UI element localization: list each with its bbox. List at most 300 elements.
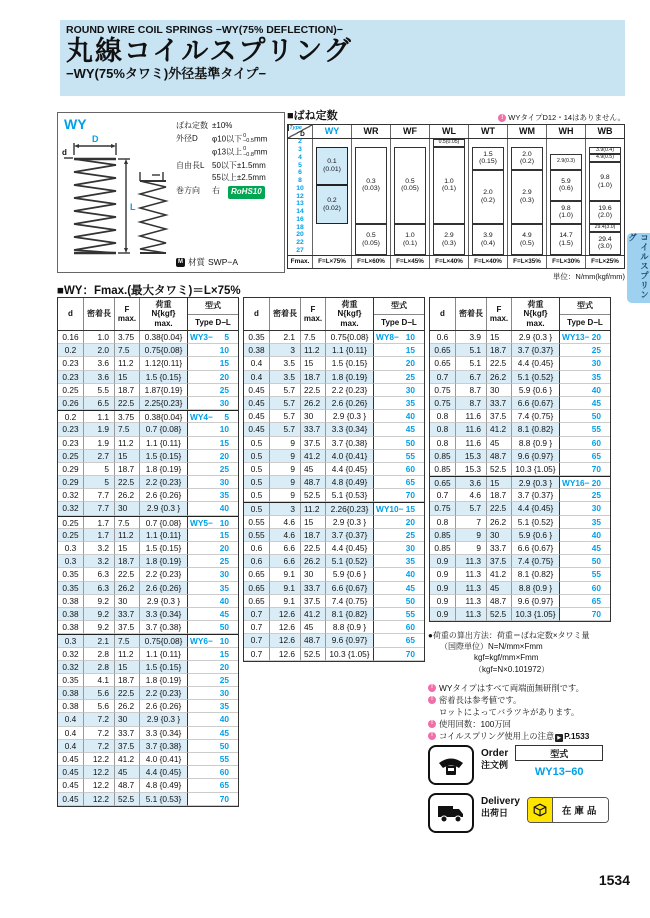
rate-chart-grid xyxy=(287,124,625,269)
model-number-cell: 65 xyxy=(559,450,610,463)
table-row xyxy=(58,397,238,410)
table-cell: 2.25{0.23} xyxy=(139,397,187,410)
table-cell: 22.5 xyxy=(114,687,139,700)
spring-rate-box: 2.9 (0.3) xyxy=(433,224,465,255)
table-cell: 7.4 {0.75} xyxy=(325,595,373,608)
chart-d-value: 14 xyxy=(296,208,304,216)
table-cell: 22.5 xyxy=(486,357,511,370)
spring-rate-box: 0.5 (0.05) xyxy=(355,224,387,255)
table-cell: 0.2 xyxy=(58,344,83,357)
table-row xyxy=(58,344,238,357)
order-model xyxy=(515,745,603,778)
spec-value: ±10% xyxy=(212,121,233,130)
model-number-cell: 30 xyxy=(373,384,424,397)
table-cell: 0.75 xyxy=(430,384,455,397)
table-cell: 30 xyxy=(486,529,511,542)
table-row xyxy=(58,450,238,463)
table-row xyxy=(58,555,238,568)
table-cell: 5.9 {0.6 } xyxy=(511,384,559,397)
table-cell: 30 xyxy=(114,595,139,608)
table-row xyxy=(430,423,610,436)
chart-column-WB xyxy=(585,139,624,255)
table-cell: 5.9 {0.6 } xyxy=(511,529,559,542)
table-cell: 1.1 {0.11} xyxy=(325,344,373,357)
table-cell: 37.5 xyxy=(300,595,325,608)
table-row xyxy=(58,661,238,674)
table-cell: 2.9 {0.3 } xyxy=(139,595,187,608)
table-cell: 0.85 xyxy=(430,529,455,542)
model-number-cell: 30 xyxy=(559,357,610,370)
table-cell: 9 xyxy=(455,529,486,542)
table-cell: 0.8 xyxy=(430,423,455,436)
spec-label: 自由長L xyxy=(176,160,205,170)
column-header: 密着長 xyxy=(269,298,300,330)
table-row xyxy=(244,648,424,661)
table-cell: 11.6 xyxy=(455,410,486,423)
table-row xyxy=(430,463,610,476)
table-cell: 0.9 xyxy=(430,595,455,608)
table-cell: 1.9 xyxy=(83,423,114,436)
table-cell: 0.9 xyxy=(430,608,455,621)
model-number-cell: 70 xyxy=(187,793,238,806)
table-cell: 1.87{0.19} xyxy=(139,384,187,397)
table-cell: 2.2 {0.23} xyxy=(325,384,373,397)
table-cell: 33.7 xyxy=(114,608,139,621)
chart-column-WT xyxy=(468,139,507,255)
table-row xyxy=(58,331,238,344)
table-row xyxy=(244,568,424,581)
table-row xyxy=(244,476,424,489)
spring-rate-box: 14.7 (1.5) xyxy=(550,224,582,255)
table-cell: 0.32 xyxy=(58,648,83,661)
column-header: F max. xyxy=(114,298,139,330)
table-cell: 15.3 xyxy=(455,463,486,476)
table-cell: 22.5 xyxy=(486,502,511,515)
table-header-row xyxy=(58,298,238,331)
table-row xyxy=(58,371,238,384)
table-cell: 4.4 {0.45} xyxy=(139,766,187,779)
table-cell: 11.2 xyxy=(114,648,139,661)
table-cell: 0.7 {0.08} xyxy=(139,517,187,529)
table-cell: 6.5 xyxy=(83,397,114,410)
table-cell: 1.5 {0.15} xyxy=(139,661,187,674)
table-cell: 45 xyxy=(486,437,511,450)
table-cell: 3.7 {0.37} xyxy=(325,529,373,542)
table-cell: 0.4 xyxy=(244,357,269,370)
table-cell: 41.2 xyxy=(300,450,325,463)
table-row xyxy=(430,397,610,410)
table-cell: 0.45 xyxy=(58,793,83,806)
table-row xyxy=(430,568,610,581)
spec-table xyxy=(429,297,611,622)
model-number-cell: 60 xyxy=(373,463,424,476)
table-cell: 10.3 {1.05} xyxy=(325,648,373,661)
table-cell: 3.7 {0.37} xyxy=(511,489,559,502)
model-number-cell: 55 xyxy=(187,753,238,766)
table-cell: 0.16 xyxy=(58,331,83,344)
model-number-cell: 20 xyxy=(373,357,424,370)
spring-specs xyxy=(176,121,284,201)
model-number-cell: 20 xyxy=(187,371,238,384)
table-cell: 5 xyxy=(83,463,114,476)
column-header: d xyxy=(254,309,259,319)
table-cell: 15 xyxy=(300,516,325,529)
chart-d-value: 27 xyxy=(296,246,304,254)
table-cell: 2.9 {0.3 } xyxy=(325,516,373,529)
model-number-cell: 35 xyxy=(559,516,610,529)
table-cell: 0.38{0.04} xyxy=(139,331,187,344)
table-cell: 3.6 xyxy=(455,477,486,489)
column-header: 密着長 xyxy=(455,298,486,330)
table-row xyxy=(58,582,238,595)
model-number-cell: 65 xyxy=(559,595,610,608)
model-number-cell: 60 xyxy=(559,582,610,595)
model-number-cell: 40 xyxy=(559,384,610,397)
model-number-cell: 30 xyxy=(373,542,424,555)
table-cell: 3.75 xyxy=(114,331,139,344)
table-cell: 11.3 xyxy=(455,555,486,568)
table-cell: 0.7 xyxy=(244,634,269,647)
table-row xyxy=(58,595,238,608)
table-cell: 9 xyxy=(269,437,300,450)
table-cell: 37.5 xyxy=(486,555,511,568)
spring-rate-box: 0.5(0.05) xyxy=(433,139,465,147)
table-cell: 4.4 {0.45} xyxy=(325,542,373,555)
material-label: 材質 xyxy=(188,257,206,267)
table-cell: 2.1 xyxy=(269,331,300,344)
table-cell: 0.4 xyxy=(244,371,269,384)
table-cell: 33.7 xyxy=(300,423,325,436)
table-cell: 22.5 xyxy=(300,542,325,555)
spec-table xyxy=(243,297,425,662)
model-number-cell: 70 xyxy=(373,648,424,661)
model-number-cell: 15 xyxy=(187,437,238,450)
table-cell: 0.5 xyxy=(244,463,269,476)
table-cell: 0.23 xyxy=(58,371,83,384)
table-cell: 4.8 {0.49} xyxy=(325,476,373,489)
model-number-cell: 55 xyxy=(559,423,610,436)
table-cell: 5.7 xyxy=(269,397,300,410)
table-cell: 3 xyxy=(269,503,300,515)
table-row xyxy=(58,463,238,476)
table-cell: 5.1 {0.53} xyxy=(325,489,373,502)
spring-rate-box: 0.2 (0.02) xyxy=(316,185,348,224)
model-number-cell: 35 xyxy=(373,555,424,568)
table-cell: 2.2 {0.23} xyxy=(139,568,187,581)
table-cell: 1.7 xyxy=(83,529,114,542)
table-cell: 0.6 xyxy=(244,542,269,555)
table-cell: 4.1 xyxy=(83,674,114,687)
model-number-cell: 20 xyxy=(373,516,424,529)
table-cell: 0.5 xyxy=(244,503,269,515)
table-cell: 0.75 xyxy=(430,502,455,515)
table-cell: 15 xyxy=(486,331,511,344)
fmax-formula: F=L×25% xyxy=(585,256,624,268)
table-cell: 0.35 xyxy=(58,674,83,687)
table-cell: 3 xyxy=(269,344,300,357)
table-cell: 52.5 xyxy=(486,463,511,476)
table-row xyxy=(58,608,238,621)
table-cell: 0.5 xyxy=(244,450,269,463)
table-cell: 0.3 xyxy=(58,542,83,555)
model-number-cell: 30 xyxy=(187,687,238,700)
delivery-info xyxy=(428,793,609,833)
table-row xyxy=(58,437,238,450)
table-cell: 6.6 xyxy=(269,555,300,568)
table-cell: 5.1 {0.53} xyxy=(139,793,187,806)
table-row xyxy=(244,621,424,634)
table-row xyxy=(58,489,238,502)
table-cell: 0.23 xyxy=(58,423,83,436)
table-cell: 0.29 xyxy=(58,476,83,489)
model-number-cell: 35 xyxy=(559,371,610,384)
table-cell: 5.5 xyxy=(83,384,114,397)
table-cell: 5.1 {0.52} xyxy=(511,516,559,529)
table-cell: 9 xyxy=(455,542,486,555)
table-cell: 9 xyxy=(269,450,300,463)
table-cell: 0.3 xyxy=(58,635,83,647)
table-cell: 0.7 xyxy=(430,489,455,502)
table-cell: 18.7 xyxy=(486,489,511,502)
table-cell: 0.38 xyxy=(58,595,83,608)
notes-block xyxy=(428,630,628,742)
table-cell: 0.45 xyxy=(244,384,269,397)
page-title: 丸線コイルスプリング xyxy=(66,35,353,66)
table-cell: 5.7 xyxy=(455,502,486,515)
table-cell: 1.5 {0.15} xyxy=(139,371,187,384)
table-cell: 1.1 {0.11} xyxy=(139,529,187,542)
table-cell: 45 xyxy=(300,621,325,634)
table-cell: 5.7 xyxy=(269,410,300,423)
table-row xyxy=(430,331,610,344)
table-cell: 1.8 {0.19} xyxy=(139,463,187,476)
table-cell: 3.5 xyxy=(269,371,300,384)
table-cell: 4.8 {0.49} xyxy=(139,779,187,792)
table-row xyxy=(430,489,610,502)
table-row xyxy=(58,687,238,700)
table-cell: 2.9 {0.3 } xyxy=(325,410,373,423)
chart-d-value: 20 xyxy=(296,231,304,239)
table-cell: 4.0 {0.41} xyxy=(325,450,373,463)
spring-rate-box: 0.1 (0.01) xyxy=(316,147,348,186)
table-row xyxy=(244,331,424,344)
table-cell: 2.6 {0.26} xyxy=(139,582,187,595)
spring-rate-box: 29.4 (3.0) xyxy=(589,232,621,255)
spring-diagram-panel xyxy=(57,112,285,273)
material-value: SWP−A xyxy=(208,257,239,267)
table-cell: 30 xyxy=(486,384,511,397)
table-cell: 12.6 xyxy=(269,634,300,647)
model-number-cell: 15 xyxy=(187,648,238,661)
table-row xyxy=(244,357,424,370)
note-icon: ! xyxy=(428,720,436,728)
table-row xyxy=(430,516,610,529)
table-row xyxy=(244,634,424,647)
table-cell: 0.8 xyxy=(430,516,455,529)
model-number-cell: 15 xyxy=(187,357,238,370)
table-row xyxy=(430,384,610,397)
table-cell: 1.5 {0.15} xyxy=(139,542,187,555)
table-cell: 11.3 xyxy=(455,568,486,581)
page-subtitle: −WY(75%タワミ)外径基準タイプ− xyxy=(66,66,267,82)
table-cell: 33.7 xyxy=(486,542,511,555)
table-cell: 6.6 xyxy=(269,542,300,555)
spring-rate-box: 4.9(0.5) xyxy=(589,154,621,162)
model-number-cell: 25 xyxy=(373,371,424,384)
model-number-cell: WY6− 10 xyxy=(187,635,238,647)
table-row xyxy=(244,371,424,384)
table-cell: 26.2 xyxy=(114,489,139,502)
table-cell: 30 xyxy=(114,713,139,726)
table-cell: 26.2 xyxy=(300,397,325,410)
table-row xyxy=(58,766,238,779)
table-cell: 12.6 xyxy=(269,608,300,621)
note-item: ! 密着長は参考値です。 xyxy=(428,694,628,706)
table-row xyxy=(58,700,238,713)
side-tab-coil-springs[interactable]: コイルスプリング xyxy=(627,233,650,303)
dim-wire-label: d xyxy=(62,148,67,157)
model-number-cell: 20 xyxy=(187,661,238,674)
table-cell: 30 xyxy=(114,502,139,515)
table-cell: 0.38 xyxy=(244,344,269,357)
spring-rate-box: 29.4(3.0) xyxy=(589,224,621,232)
table-cell: 5 xyxy=(83,476,114,489)
chart-d-value: 3 xyxy=(298,146,302,154)
table-cell: 11.2 xyxy=(300,503,325,515)
column-header: 密着長 xyxy=(83,298,114,330)
table-cell: 0.25 xyxy=(58,450,83,463)
model-number-cell: 40 xyxy=(373,568,424,581)
table-cell: 3.3 {0.34} xyxy=(139,727,187,740)
table-cell: 26.2 xyxy=(486,516,511,529)
table-cell: 12.2 xyxy=(83,779,114,792)
table-cell: 8.1 {0.82} xyxy=(511,423,559,436)
model-number-cell: 70 xyxy=(373,489,424,502)
model-number-cell: 55 xyxy=(559,568,610,581)
order-phone-icon xyxy=(428,745,474,785)
table-cell: 0.3 xyxy=(58,555,83,568)
table-cell: 0.7 xyxy=(244,621,269,634)
table-row xyxy=(58,568,238,581)
table-cell: 11.2 xyxy=(114,357,139,370)
stock-cube-icon xyxy=(528,798,553,822)
table-cell: 5.9 {0.6 } xyxy=(325,568,373,581)
fmax-label: Fmax. xyxy=(290,258,310,265)
table-cell: 7.2 xyxy=(83,713,114,726)
table-cell: 5.6 xyxy=(83,687,114,700)
table-cell: 0.65 xyxy=(430,477,455,489)
table-cell: 3.3 {0.34} xyxy=(139,608,187,621)
table-cell: 45 xyxy=(114,766,139,779)
table-cell: 0.45 xyxy=(58,779,83,792)
model-number-cell: 45 xyxy=(373,582,424,595)
model-number-cell: 50 xyxy=(559,410,610,423)
table-cell: 7 xyxy=(455,516,486,529)
table-cell: 0.45 xyxy=(244,423,269,436)
table-cell: 4.6 xyxy=(269,516,300,529)
table-cell: 11.6 xyxy=(455,437,486,450)
rate-chart-title: ■ばね定数 xyxy=(287,110,338,122)
model-number-cell: 25 xyxy=(187,555,238,568)
chart-column-header: WF xyxy=(390,125,429,138)
table-cell: 15.3 xyxy=(455,450,486,463)
table-row xyxy=(58,476,238,489)
table-cell: 7.5 xyxy=(114,517,139,529)
table-cell: 9.1 xyxy=(269,595,300,608)
order-example-number: WY13−60 xyxy=(534,766,584,778)
table-cell: 37.5 xyxy=(486,410,511,423)
spec-label: 外径D xyxy=(176,133,198,143)
table-cell: 18.7 xyxy=(114,555,139,568)
table-cell: 0.65 xyxy=(244,595,269,608)
table-cell: 9 xyxy=(269,489,300,502)
chart-corner-cell: D Type xyxy=(288,125,312,138)
table-row xyxy=(244,502,424,515)
model-label-box: 型式 xyxy=(515,745,603,761)
table-cell: 4.6 xyxy=(455,489,486,502)
table-cell: 3.7 {0.38} xyxy=(325,437,373,450)
model-number-cell: 35 xyxy=(187,582,238,595)
table-cell: 7.4 {0.75} xyxy=(511,555,559,568)
fmax-formula: F=L×30% xyxy=(546,256,585,268)
table-row xyxy=(244,450,424,463)
table-cell: 0.26 xyxy=(58,397,83,410)
model-number-cell: 45 xyxy=(187,727,238,740)
table-cell: 5.7 xyxy=(269,423,300,436)
spec-value: 右 xyxy=(212,186,220,196)
column-header: 荷重 N{kgf} max. xyxy=(325,298,373,330)
table-cell: 52.5 xyxy=(300,489,325,502)
material-line xyxy=(176,256,238,268)
table-cell: 7.2 xyxy=(83,740,114,753)
fmax-formula: F=L×60% xyxy=(351,256,390,268)
table-cell: 2.7 xyxy=(83,450,114,463)
table-cell: 12.2 xyxy=(83,766,114,779)
table-row xyxy=(58,740,238,753)
model-number-cell: 35 xyxy=(373,397,424,410)
page-header xyxy=(60,20,625,96)
table-cell: 11.3 xyxy=(455,608,486,621)
table-cell: 4.4 {0.45} xyxy=(511,502,559,515)
table-row xyxy=(58,410,238,423)
chart-d-value: 5 xyxy=(298,161,302,169)
table-cell: 0.7 xyxy=(244,648,269,661)
table-cell: 4.0 {0.41} xyxy=(139,753,187,766)
chart-d-value: 4 xyxy=(298,153,302,161)
spring-rate-box: 5.9 (0.6) xyxy=(550,170,582,201)
calc-note-line: （kgf=N×0.101972） xyxy=(474,664,550,674)
table-cell: 0.35 xyxy=(58,582,83,595)
table-cell: 8.1 {0.82} xyxy=(511,568,559,581)
spring-rate-box: 9.8 (1.0) xyxy=(550,201,582,224)
table-cell: 33.7 xyxy=(114,727,139,740)
table-cell: 6.6 {0.67} xyxy=(511,397,559,410)
table-cell: 6.3 xyxy=(83,568,114,581)
spring-rate-box: 4.9 (0.5) xyxy=(511,224,543,255)
model-number-cell: WY8− 10 xyxy=(373,331,424,344)
model-number-cell: 25 xyxy=(187,463,238,476)
table-cell: 0.45 xyxy=(244,410,269,423)
spring-rate-box: 2.0 (0.2) xyxy=(472,170,504,224)
table-cell: 1.8 {0.19} xyxy=(139,674,187,687)
fmax-formula: F=L×40% xyxy=(468,256,507,268)
table-cell: 26.2 xyxy=(114,582,139,595)
table-row xyxy=(58,674,238,687)
model-number-cell: 55 xyxy=(373,608,424,621)
table-cell: 9.6 {0.97} xyxy=(511,450,559,463)
table-cell: 2.2 {0.23} xyxy=(139,687,187,700)
model-number-cell: 30 xyxy=(187,476,238,489)
